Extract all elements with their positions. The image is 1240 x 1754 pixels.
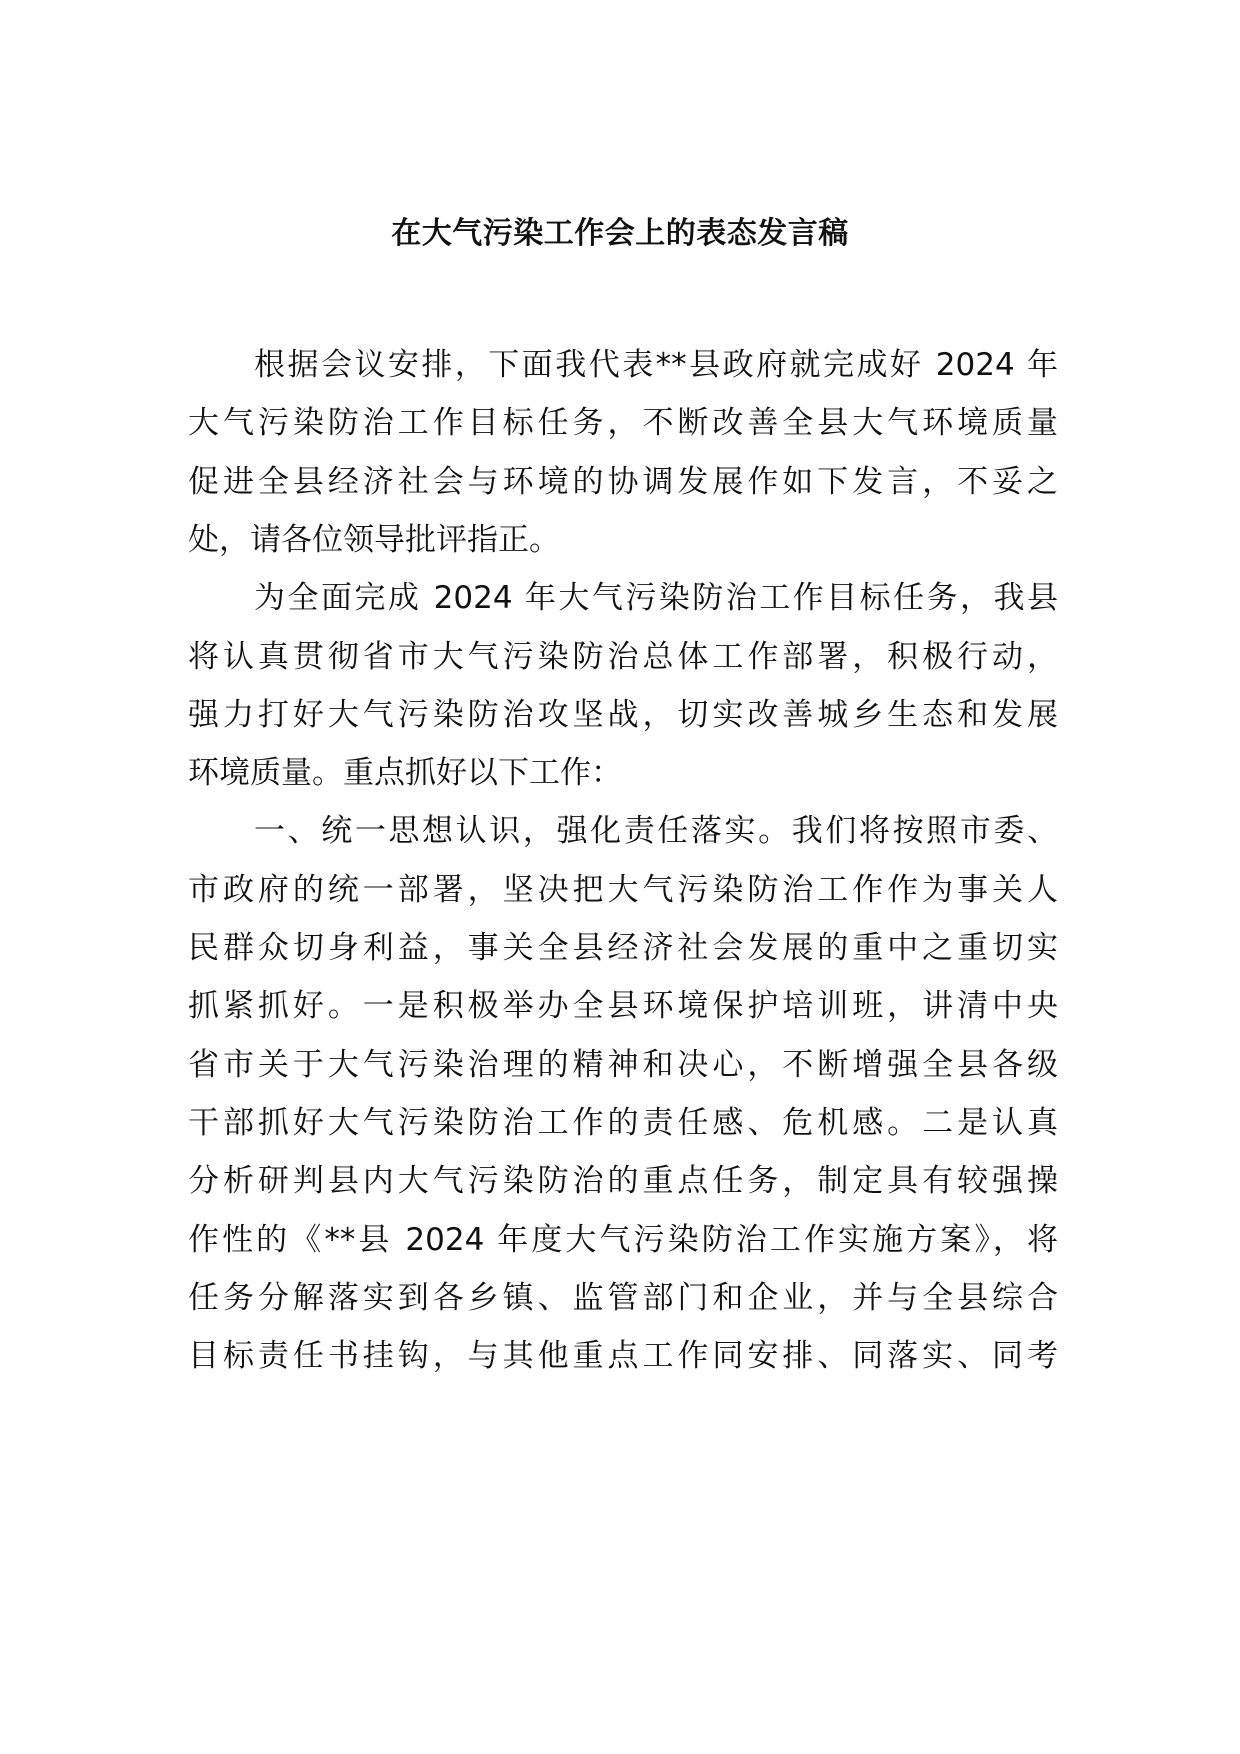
paragraph-line: 强力打好大气污染防治攻坚战，切实改善城乡生态和发展 (188, 697, 1058, 733)
paragraph-line: 一、统一思想认识，强化责任落实。我们将按照市委、 (254, 813, 1058, 849)
paragraph-line: 促进全县经济社会与环境的协调发展作如下发言，不妥之 (188, 464, 1058, 500)
paragraph-line: 任务分解落实到各乡镇、监管部门和企业，并与全县综合 (188, 1280, 1058, 1316)
paragraph-line: 目标责任书挂钩，与其他重点工作同安排、同落实、同考 (188, 1338, 1058, 1374)
paragraph-line: 处，请各位领导批评指正。 (188, 522, 560, 558)
paragraph-line: 作性的《**县 2024 年度大气污染防治工作实施方案》，将 (188, 1222, 1058, 1258)
paragraph-line: 干部抓好大气污染防治工作的责任感、危机感。二是认真 (188, 1105, 1058, 1141)
paragraph-line: 抓紧抓好。一是积极举办全县环境保护培训班，讲清中央 (188, 988, 1058, 1024)
paragraph-line: 大气污染防治工作目标任务，不断改善全县大气环境质量 (188, 405, 1058, 441)
paragraph-line: 根据会议安排，下面我代表**县政府就完成好 2024 年 (254, 347, 1058, 383)
document-title: 在大气污染工作会上的表态发言稿 (391, 216, 849, 251)
paragraph-line: 分析研判县内大气污染防治的重点任务，制定具有较强操 (188, 1163, 1058, 1199)
paragraph-line: 市政府的统一部署，坚决把大气污染防治工作作为事关人 (188, 872, 1058, 908)
paragraph-line: 省市关于大气污染治理的精神和决心，不断增强全县各级 (188, 1047, 1058, 1083)
paragraph-line: 将认真贯彻省市大气污染防治总体工作部署，积极行动， (188, 639, 1058, 675)
paragraph-line: 民群众切身利益，事关全县经济社会发展的重中之重切实 (188, 930, 1058, 966)
paragraph-line: 为全面完成 2024 年大气污染防治工作目标任务，我县 (254, 580, 1058, 616)
paragraph-line: 环境质量。重点抓好以下工作： (188, 755, 622, 791)
